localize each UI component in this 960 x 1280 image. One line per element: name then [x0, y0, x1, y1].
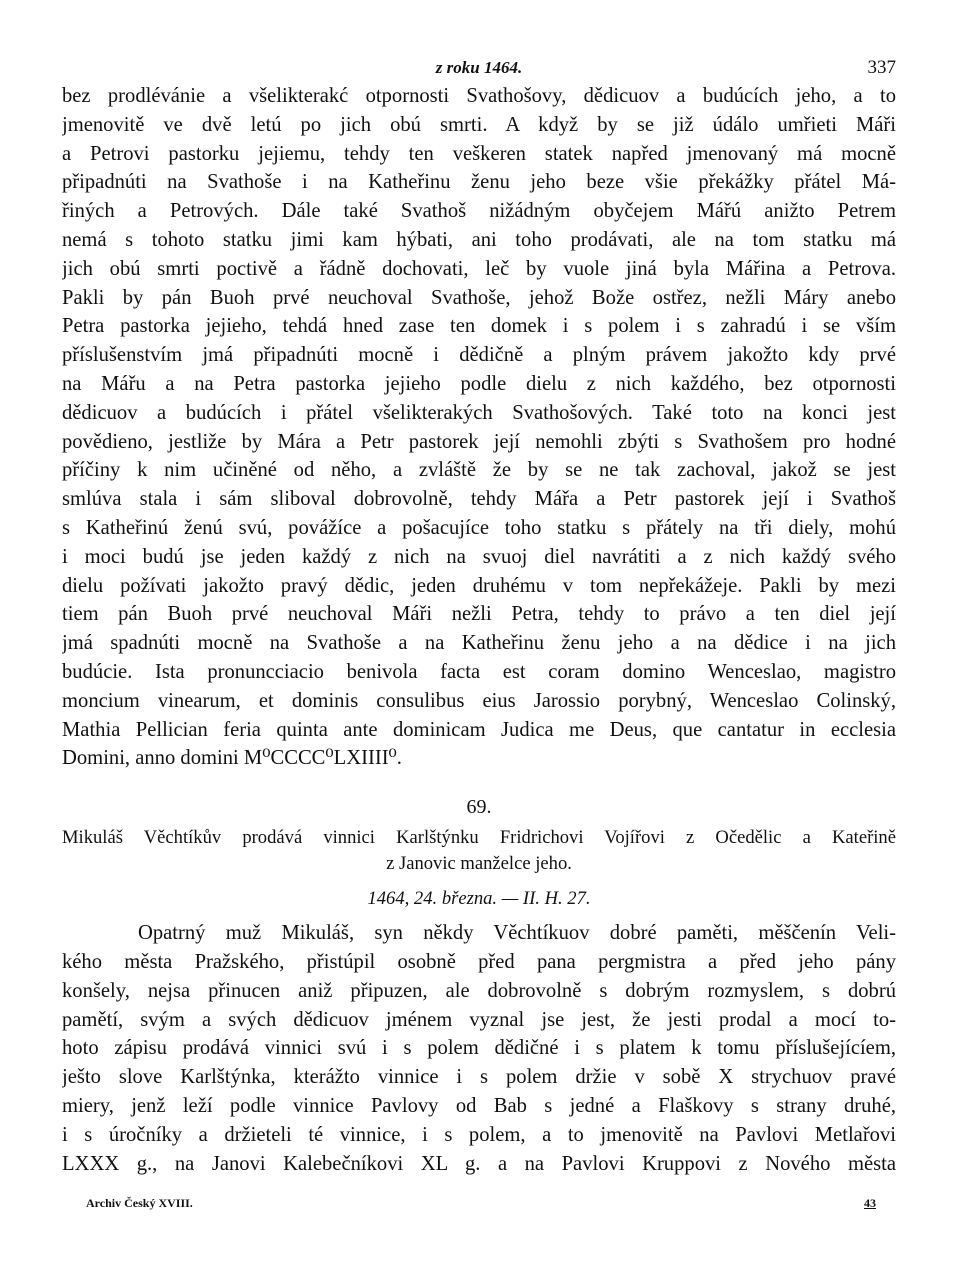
- running-head: [62, 52, 896, 82]
- text-line: příčiny k nim učiněné od něho, a zvláště že by se ne tak zachoval, jakož se jest: [62, 459, 896, 482]
- page-body: [62, 52, 896, 1178]
- text-line: i s úročníky a držieteli té vinnice, i s polem, a to jmenovitě na Pavlovi Metlařovi: [62, 1123, 896, 1146]
- text-line: miery, jenž leží podle vinnice Pavlovy od Bab s jedné a Flaškovy s strany druhé,: [62, 1094, 896, 1117]
- text-line: Petra pastorka jejieho, tehdá hned zase ten domek i s polem i s zahradú i se vším: [62, 315, 896, 338]
- section-dateline: 1464, 24. března. — II. H. 27.: [367, 888, 591, 910]
- heading-line: z Janovic manželce jeho.: [386, 853, 572, 875]
- page-number: 337: [867, 57, 896, 78]
- continued-paragraph: [62, 82, 896, 773]
- text-line: jich obú smrti poctivě a řádně dochovati, leč by vuole jiná byla Mářina a Petrova.: [62, 257, 896, 280]
- text-line: nemá s tohoto statku jimi kam hýbati, ani toho prodávati, ale na tom statku má: [62, 228, 896, 251]
- text-line: dielu požívati jakožto pravý dědic, jeden druhému v tom nepřekážeje. Pakli by mezi: [62, 574, 896, 597]
- text-line: na Mářu a na Petra pastorka jejieho podle dielu z nich každého, bez otpornosti: [62, 372, 896, 395]
- text-line: konšely, nejsa přinucen aniž připuzen, ale dobrovolně s dobrým rozmyslem, s dobrú: [62, 979, 896, 1002]
- running-head-title: z roku 1464.: [435, 58, 523, 77]
- text-line: hoto zápisu prodává vinnici svú i s polem dědičné i s platem k tomu příslušejícíem,: [62, 1037, 896, 1060]
- footer-series-title: Archiv Český XVIII.: [86, 1196, 193, 1210]
- text-line: smlúva stala i sám sliboval dobrovolně, tehdy Mářa a Petr pastorek její i Svathoš: [62, 488, 896, 511]
- text-line: ješto slove Karlštýnka, kterážto vinnice i s polem držie v sobě X strychuov pravé: [62, 1066, 896, 1089]
- text-line: jmá spadnúti mocně na Svathoše a na Katheřinu ženu jeho a na dědice i na jich: [62, 632, 896, 655]
- text-line: Opatrný muž Mikuláš, syn někdy Věchtíkuov dobré paměti, měščenín Veli-: [138, 922, 896, 945]
- text-line: dědicuov a budúcích i přátel všelikterakých Svathošových. Také toto na konci jest: [62, 401, 896, 424]
- text-line: Mathia Pellician feria quinta ante dominicam Judica me Deus, que cantatur in ecclesia: [62, 718, 896, 741]
- section-heading: [62, 825, 896, 877]
- text-line: i moci budú jse jeden každý z nich na svuoj diel navrátiti a z nich každý svého: [62, 545, 896, 568]
- text-line: povědieno, jestliže by Mára a Petr pastorek její nemohli zbýti s Svathošem pro hodné: [62, 430, 896, 453]
- text-line: bez prodlévánie a všelikterakć otpornosti Svathošovy, dědicuov a budúcích jeho, a to: [62, 85, 896, 107]
- body-paragraph: [62, 919, 896, 1178]
- text-line: kého města Pražského, přistúpil osobně před pana pergmistra a před jeho pány: [62, 950, 896, 973]
- footer-signature-number: 43: [864, 1196, 876, 1210]
- text-line: řiných a Petrových. Dále také Svathoš nižádným obyčejem Mářú anižto Petrem: [62, 200, 896, 223]
- text-line: příslušenstvím jmá připadnúti mocně i dědičně a plným právem jakožto kdy prvé: [62, 344, 896, 367]
- text-line: Domini, anno domini M⁰CCCC⁰LXIIII⁰.: [62, 747, 402, 770]
- text-line: moncium vinearum, et dominis consulibus eius Jarossio porybný, Wenceslao Colinský,: [62, 689, 896, 712]
- text-line: jmenovitě ve dvě letú po jich obú smrti. A když by se již údálo umřieti Máři: [62, 113, 896, 136]
- text-line: připadnúti na Svathoše i na Katheřinu ženu jeho beze všie překážky přátel Má-: [62, 171, 896, 194]
- text-line: a Petrovi pastorku jejiemu, tehdy ten veškeren statek napřed jmenovaný má mocně: [62, 142, 896, 165]
- section-number: 69.: [466, 796, 492, 819]
- text-line: Pakli by pán Buoh prvé neuchoval Svathoše, jehož Bože ostřez, nežli Máry anebo: [62, 286, 896, 309]
- heading-line: Mikuláš Věchtíkův prodává vinnici Karlštýnku Fridrichovi Vojířovi z Očedělic a Kateřině: [62, 827, 896, 849]
- page-footer: [86, 1196, 876, 1216]
- text-line: LXXX g., na Janovi Kalebečníkovi XL g. a na Pavlovi Kruppovi z Nového města: [62, 1152, 896, 1175]
- text-line: tiem pán Buoh prvé neuchoval Máři nežli Petra, tehdy to právo a ten diel její: [62, 603, 896, 626]
- text-line: budúcie. Ista pronuncciacio benivola facta est coram domino Wenceslao, magistro: [62, 660, 896, 683]
- text-line: s Katheřinú ženú svú, povážíce a pošacujíce toho statku s přátely na tři diely, mohú: [62, 516, 896, 539]
- text-line: pamětí, svým a svých dědicuov jménem vyznal jse jest, že jesti prodal a mocí to-: [62, 1008, 896, 1031]
